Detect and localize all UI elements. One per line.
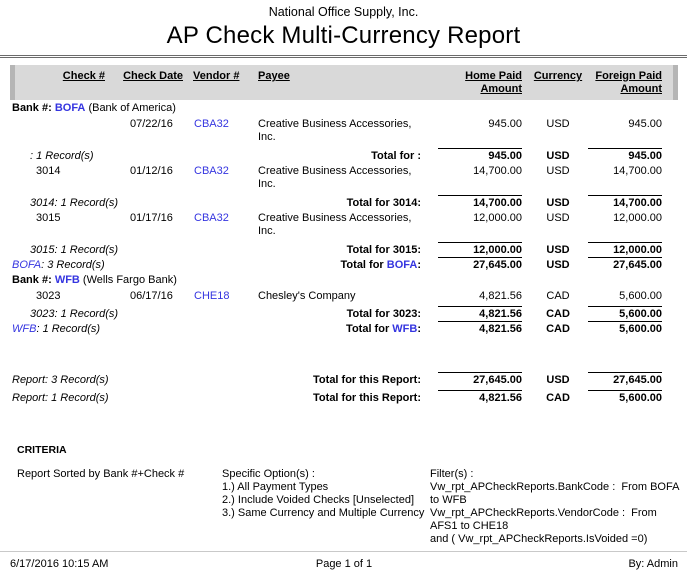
- check-number: 3023: [36, 290, 61, 302]
- foreign-paid-amount: 945.00: [628, 118, 662, 130]
- bank-code-link[interactable]: WFB: [392, 323, 418, 335]
- bank-name: (Wells Fargo Bank): [82, 274, 177, 286]
- total-label-cell: [10, 195, 423, 210]
- currency-value: USD: [546, 212, 570, 224]
- bank-number-label: Bank #:: [12, 102, 52, 114]
- check-detail-row: [10, 116, 668, 148]
- total-home-paid: [423, 242, 528, 257]
- total-label: [346, 324, 423, 336]
- record-count: 3023: 1 Record(s): [30, 308, 119, 320]
- payee-line2: Inc.: [258, 225, 276, 237]
- column-header-home-paid[interactable]: [423, 70, 528, 96]
- bank-code-link[interactable]: WFB: [54, 274, 80, 286]
- column-header-currency[interactable]: [528, 70, 588, 96]
- bank-code-link[interactable]: BOFA: [54, 102, 86, 114]
- home-paid-amount: 14,700.00: [473, 165, 522, 177]
- criteria-section: [17, 468, 682, 546]
- total-label: Total for this Report:: [313, 392, 421, 404]
- check-date: 01/17/16: [130, 212, 173, 224]
- total-label-prefix: Total for: [340, 259, 387, 271]
- column-header-check-label: Check #: [62, 70, 105, 82]
- header-bar-right-cap: [673, 65, 678, 100]
- total-foreign-paid-value: 5,600.00: [588, 390, 662, 404]
- total-label-suffix: :: [417, 323, 421, 335]
- total-home-paid-value: 945.00: [438, 148, 522, 162]
- total-foreign-paid: [588, 390, 668, 408]
- check-total-row: [10, 242, 668, 257]
- criteria-option: 1.) All Payment Types: [222, 481, 329, 493]
- check-detail-row: [10, 288, 668, 306]
- criteria-filters-title: Filter(s) :: [430, 468, 474, 480]
- total-label: Total for 3014:: [346, 197, 421, 209]
- total-foreign-paid: [588, 321, 668, 336]
- total-home-paid: [423, 321, 528, 336]
- total-home-paid: [423, 257, 528, 272]
- criteria-option: 3.) Same Currency and Multiple Currency: [222, 507, 425, 519]
- check-total-row: [10, 306, 668, 321]
- total-label: Total for 3023:: [346, 308, 421, 320]
- total-label-cell: [10, 257, 423, 272]
- currency-value: USD: [546, 165, 570, 177]
- total-foreign-paid: [588, 372, 668, 390]
- column-header-foreign-paid-line2: Amount: [620, 83, 662, 95]
- criteria-filters: [430, 468, 682, 546]
- total-home-paid-value: 4,821.56: [438, 306, 522, 320]
- total-home-paid-value: 12,000.00: [438, 242, 522, 256]
- check-detail-row: [10, 210, 668, 242]
- payee-line1: Creative Business Accessories,: [258, 165, 412, 177]
- vendor-code-link[interactable]: CBA32: [194, 118, 229, 130]
- total-label-prefix: Total for: [346, 323, 393, 335]
- payee-line2: Inc.: [258, 131, 276, 143]
- home-paid-amount: 12,000.00: [473, 212, 522, 224]
- total-foreign-paid: [588, 195, 668, 210]
- criteria-option: 2.) Include Voided Checks [Unselected]: [222, 494, 415, 506]
- check-date: 01/12/16: [130, 165, 173, 177]
- total-foreign-paid-value: 12,000.00: [588, 242, 662, 256]
- criteria-options: [222, 468, 430, 546]
- total-foreign-paid: [588, 257, 668, 272]
- check-date: 06/17/16: [130, 290, 173, 302]
- column-header-payee[interactable]: [258, 70, 423, 96]
- total-home-paid-value: 4,821.56: [438, 321, 522, 335]
- home-paid-amount: 945.00: [488, 118, 522, 130]
- total-foreign-paid-value: 14,700.00: [588, 195, 662, 209]
- vendor-code-link[interactable]: CHE18: [194, 290, 230, 302]
- total-currency: USD: [546, 259, 570, 271]
- total-home-paid: [423, 372, 528, 390]
- total-home-paid-value: 4,821.56: [438, 390, 522, 404]
- total-label: [341, 260, 423, 272]
- check-number: [10, 118, 115, 148]
- column-header-check[interactable]: [10, 70, 115, 96]
- column-header-date[interactable]: [115, 70, 193, 96]
- foreign-paid-amount: 5,600.00: [619, 290, 662, 302]
- record-count: Report: 3 Record(s): [12, 374, 109, 386]
- total-home-paid: [423, 306, 528, 321]
- footer-datetime: 6/17/2016 10:15 AM: [10, 558, 109, 570]
- criteria-heading: CRITERIA: [17, 444, 67, 456]
- bank-code-link[interactable]: BOFA: [386, 259, 418, 271]
- total-label-cell: [10, 372, 423, 390]
- criteria-filter: Vw_rpt_APCheckReports.BankCode : From BOFA to WFB: [430, 481, 682, 506]
- column-header-vendor[interactable]: [193, 70, 258, 96]
- column-header-payee-label: Payee: [258, 70, 290, 82]
- report-title: AP Check Multi-Currency Report: [166, 22, 521, 49]
- payee: [258, 290, 423, 306]
- footer-page-number: Page 1 of 1: [315, 558, 373, 570]
- total-home-paid: [423, 148, 528, 163]
- column-header-vendor-label: Vendor #: [193, 70, 240, 82]
- company-name: National Office Supply, Inc.: [268, 5, 419, 19]
- total-label-cell: [10, 321, 423, 336]
- check-total-row: [10, 148, 668, 163]
- column-header-home-paid-line2: Amount: [480, 83, 522, 95]
- currency-value: USD: [546, 118, 570, 130]
- total-label: Total for this Report:: [313, 374, 421, 386]
- column-header-foreign-paid[interactable]: [588, 70, 668, 96]
- total-label: Total for :: [371, 150, 421, 162]
- total-foreign-paid-value: 945.00: [588, 148, 662, 162]
- total-currency: CAD: [546, 308, 570, 320]
- record-count: : 1 Record(s): [30, 150, 94, 162]
- total-foreign-paid: [588, 148, 668, 163]
- total-foreign-paid: [588, 306, 668, 321]
- record-count: [10, 324, 100, 336]
- record-count-rest: : 1 Record(s): [36, 323, 101, 335]
- total-label-cell: [10, 242, 423, 257]
- payee-line1: Creative Business Accessories,: [258, 118, 412, 130]
- payee: [258, 165, 423, 195]
- total-label-cell: [10, 390, 423, 408]
- column-header-currency-label: Currency: [533, 70, 583, 82]
- bank-name: (Bank of America): [88, 102, 176, 114]
- title-divider: [0, 55, 687, 58]
- vendor-code-link[interactable]: CBA32: [194, 212, 229, 224]
- report-total-row: [10, 390, 668, 408]
- payee-line1: Chesley's Company: [258, 290, 356, 302]
- bank-total-row: [10, 321, 668, 336]
- report-totals: [10, 372, 668, 408]
- total-currency: USD: [546, 244, 570, 256]
- bank-group-header: [10, 101, 668, 116]
- column-header-foreign-paid-line1: Foreign Paid: [595, 70, 662, 82]
- column-header-home-paid-line1: Home Paid: [465, 70, 522, 82]
- total-currency: CAD: [546, 392, 570, 404]
- footer-user: By: Admin: [628, 558, 678, 570]
- check-number: 3014: [36, 165, 61, 177]
- report-body: [10, 101, 668, 408]
- bank-total-row: [10, 257, 668, 272]
- foreign-paid-amount: 12,000.00: [613, 212, 662, 224]
- total-foreign-paid-value: 5,600.00: [588, 306, 662, 320]
- column-header-bar: [10, 65, 678, 100]
- criteria-sort: Report Sorted by Bank #+Check #: [17, 468, 185, 480]
- record-count: 3014: 1 Record(s): [30, 197, 119, 209]
- bank-number-label: Bank #:: [12, 274, 52, 286]
- total-foreign-paid-value: 27,645.00: [588, 372, 662, 386]
- check-detail-row: [10, 163, 668, 195]
- criteria-filter: and ( Vw_rpt_APCheckReports.IsVoided =0): [430, 533, 648, 545]
- record-count: [10, 260, 105, 272]
- total-home-paid: [423, 195, 528, 210]
- payee: [258, 212, 423, 242]
- total-label-suffix: :: [417, 259, 421, 271]
- record-count: 3015: 1 Record(s): [30, 244, 119, 256]
- check-date: 07/22/16: [130, 118, 173, 130]
- page-footer: [10, 558, 678, 570]
- footer-divider: [0, 551, 687, 552]
- payee-line2: Inc.: [258, 178, 276, 190]
- total-currency: USD: [546, 150, 570, 162]
- total-currency: USD: [546, 374, 570, 386]
- bank-code-link[interactable]: WFB: [12, 323, 37, 335]
- check-total-row: [10, 195, 668, 210]
- total-label-cell: [10, 306, 423, 321]
- criteria-filter: Vw_rpt_APCheckReports.VendorCode : From AFS1 to CHE18: [430, 507, 660, 532]
- total-foreign-paid-value: 5,600.00: [588, 321, 662, 335]
- total-label-cell: [10, 148, 423, 163]
- total-currency: USD: [546, 197, 570, 209]
- currency-value: CAD: [546, 290, 570, 302]
- record-count: Report: 1 Record(s): [12, 392, 109, 404]
- total-foreign-paid-value: 27,645.00: [588, 257, 662, 271]
- record-count-rest: : 3 Record(s): [41, 259, 105, 271]
- bank-group-header: [10, 273, 668, 288]
- check-number: 3015: [36, 212, 61, 224]
- total-currency: CAD: [546, 323, 570, 335]
- total-home-paid-value: 27,645.00: [438, 372, 522, 386]
- payee: [258, 118, 423, 148]
- column-header-date-label: Check Date: [123, 70, 183, 82]
- total-home-paid-value: 14,700.00: [438, 195, 522, 209]
- foreign-paid-amount: 14,700.00: [613, 165, 662, 177]
- total-label: Total for 3015:: [346, 244, 421, 256]
- payee-line1: Creative Business Accessories,: [258, 212, 412, 224]
- criteria-options-title: Specific Option(s) :: [222, 468, 315, 480]
- report-total-row: [10, 372, 668, 390]
- home-paid-amount: 4,821.56: [479, 290, 522, 302]
- total-foreign-paid: [588, 242, 668, 257]
- bank-code-link[interactable]: BOFA: [12, 259, 42, 271]
- total-home-paid: [423, 390, 528, 408]
- total-home-paid-value: 27,645.00: [438, 257, 522, 271]
- vendor-code-link[interactable]: CBA32: [194, 165, 229, 177]
